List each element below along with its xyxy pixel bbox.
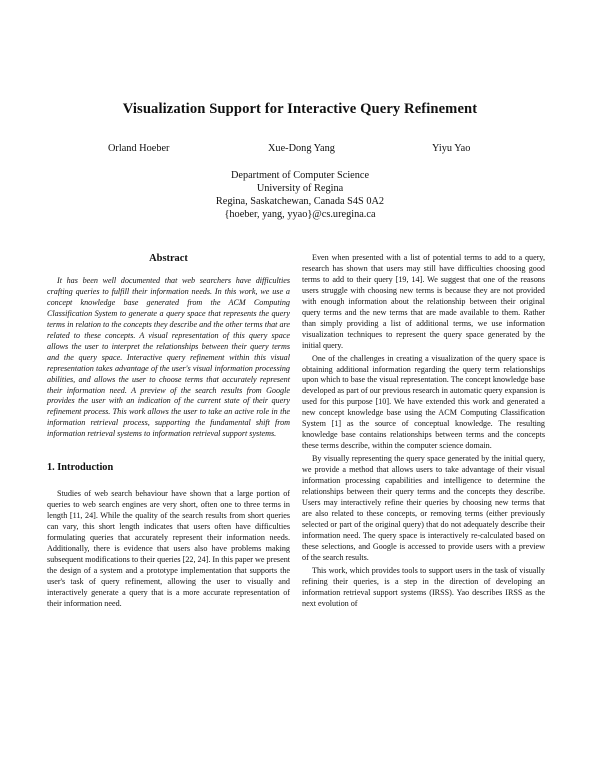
author-name: Yiyu Yao bbox=[432, 143, 471, 154]
body-paragraph: One of the challenges in creating a visualization of the query space is obtaining additional information regarding the query term relationships upon which to base the visual representation. The concept knowledge base developed as part of our previous research in automatic query expansion is used for this purpose [10]. We have extended this work and generated a new concept knowledge base using the ACM Computing Classification System [1] as the source of conceptual knowledge. The resulting knowledge base contains relationships between terms and the concepts these terms describe, within the computer science domain. bbox=[302, 353, 545, 451]
paper-title: Visualization Support for Interactive Query Refinement bbox=[122, 101, 478, 117]
right-column bbox=[302, 253, 545, 610]
intro-paragraph: Studies of web search behaviour have shown that a large portion of queries to web search engines are very short, often one to three terms in length [11, 24]. While the quality of the search results from short queries can vary, this short length indicates that users often have difficulties formulating queries that accurately represent their information needs. Additionally, there is evidence that users also have problems making subsequent modifications to their queries [22, 24]. In this paper we present the design of a system and a prototype implementation that supports the user's task of query refinement, allowing the user to visually and interactively generate a query that is a more accurate representation of their information need. bbox=[47, 489, 291, 608]
affiliation-email: {hoeber, yang, yyao}@cs.uregina.ca bbox=[224, 209, 376, 221]
section-heading-introduction: 1. Introduction bbox=[47, 462, 114, 474]
abstract-text: It has been well documented that web searchers have difficulties crafting queries to fulfill their information needs. In this work, we use a concept knowledge base generated from the ACM Computing Classification System to generate a query space that represents the query terms in relation to the concepts they describe and the other terms that are related to these concepts. A visual representation of this query space allows the user to interpret the relationships between their query terms and the query space. Interactive query refinement within this visual representation takes advantage of the user's visual information processing abilities, and allows the user to choose terms that accurately represent their information need. A preview of the search results from Google provides the user with an indication of the current state of their query refinement process. This work allows the user to take an active role in the information retrieval process, supporting the fundamental shift from information retrieval systems to information retrieval support systems. bbox=[47, 276, 290, 439]
left-column bbox=[47, 253, 290, 610]
abstract-heading: Abstract bbox=[149, 253, 188, 264]
affiliation-university: University of Regina bbox=[256, 183, 344, 195]
author-name: Xue-Dong Yang bbox=[268, 143, 335, 154]
body-paragraph: This work, which provides tools to support users in the task of visually refining their queries, is a step in the direction of developing an information retrieval support systems (IRSS). Yao describes IRSS as the next evolution of bbox=[302, 565, 545, 608]
author-name: Orland Hoeber bbox=[108, 143, 170, 154]
body-paragraph: By visually representing the query space generated by the initial query, we provide a method that allows users to take advantage of their visual information processing capabilities and intelligence to determine the relationships between their query terms and the concepts they describe. Users may interactively refine their queries by choosing new terms that are also related to these concepts, or removing terms (either previously selected or part of the original query) that do not adequately describe their information need. The query space is interactively re-calculated based on these selections, and Google is accessed to provide users with a preview of the search results. bbox=[302, 454, 545, 562]
affiliation-block bbox=[0, 169, 600, 221]
body-paragraph: Even when presented with a list of potential terms to add to a query, research has shown that users may still have difficulties choosing good terms to add to their query [19, 14]. We suggest that one of the reasons users struggle with choosing new terms is because they are not provided with enough information about the relationship between their original query terms and the new terms that are made available to them. Rather than simply providing a list of additional terms, we use information visualization techniques to represent the query space generated by the initial query. bbox=[302, 253, 545, 350]
affiliation-department: Department of Computer Science bbox=[230, 170, 370, 181]
affiliation-address: Regina, Saskatchewan, Canada S4S 0A2 bbox=[215, 196, 385, 208]
